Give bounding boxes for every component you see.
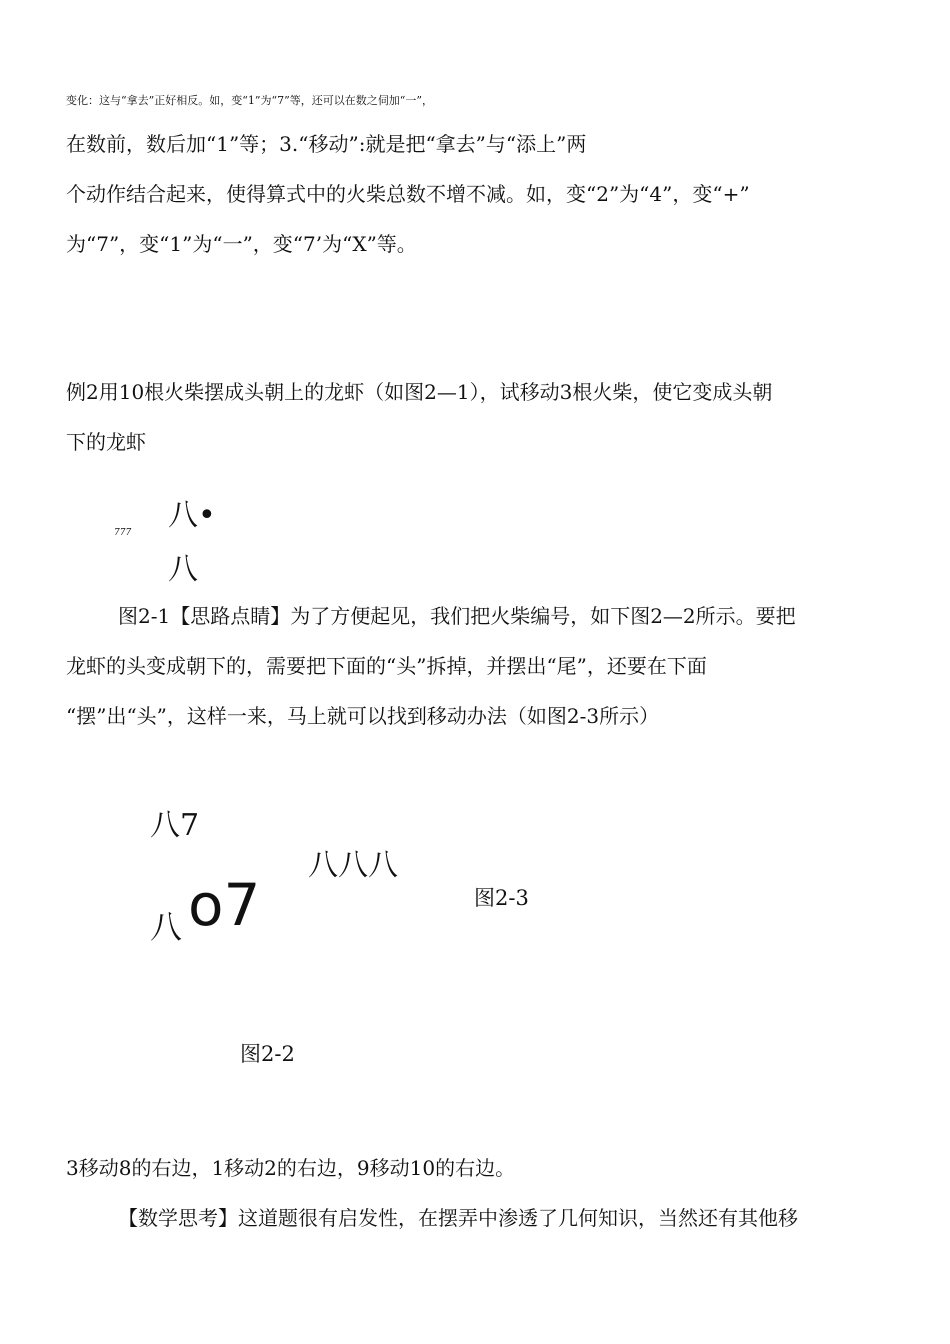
text-line-2: 在数前，数后加“1”等；3.“移动”:就是把“拿去”与“添上”两 xyxy=(66,132,587,156)
figure-2-1-mark: 777 xyxy=(114,528,132,538)
text-line-7: 图2-1【思路点睛】为了方便起见，我们把火柴编号，如下图2—2所示。要把 xyxy=(118,604,796,628)
figure-2-2-bottom-left: 八 xyxy=(150,908,183,946)
text-line-8: 龙虾的头变成朝下的，需要把下面的“头”拆掉，并摆出“尾”，还要在下面 xyxy=(66,654,707,678)
text-line-1: 变化：这与“拿去”正好相反。如，变“1”为“7”等，还可以在数之伺加“一”， xyxy=(66,94,433,107)
text-line-9: “摆”出“头”，这样一来，马上就可以找到移动办法（如图2-3所示） xyxy=(66,704,660,728)
text-line-3: 个动作结合起来，使得算式中的火柴总数不增不减。如，变“2”为“4”，变“+” xyxy=(66,182,750,206)
text-line-10: 3移动8的右边，1移动2的右边，9移动10的右边。 xyxy=(66,1156,516,1180)
figure-2-2-top: 八7 xyxy=(150,808,200,843)
figure-2-1-top: 八• xyxy=(168,498,216,533)
text-line-11: 【数学思考】这道题很有启发性，在摆弄中渗透了几何知识，当然还有其他移 xyxy=(118,1206,798,1230)
caption-figure-2-3: 图2-3 xyxy=(474,886,529,910)
caption-figure-2-2: 图2-2 xyxy=(240,1042,295,1066)
figure-2-2-bottom-right: o7 xyxy=(188,871,261,939)
figure-2-3-row: 八八八 xyxy=(308,848,398,883)
figure-2-1-bottom: 八 xyxy=(168,552,198,587)
text-line-4: 为“7”，变“1”为“一”，变“7’为“X”等。 xyxy=(66,232,417,256)
text-line-5: 例2用10根火柴摆成头朝上的龙虾（如图2—1），试移动3根火柴，使它变成头朝 xyxy=(66,380,773,404)
text-line-6: 下的龙虾 xyxy=(66,430,146,454)
